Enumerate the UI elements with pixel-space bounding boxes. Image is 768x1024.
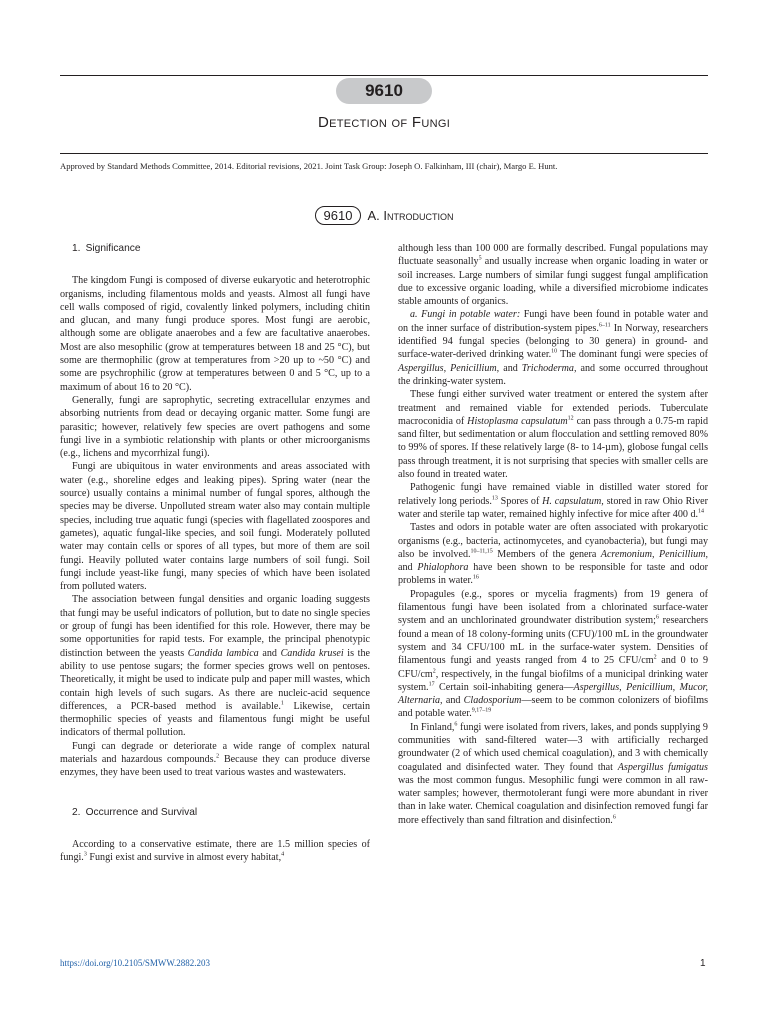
paragraph: The kingdom Fungi is composed of diverse eukaryotic and heterotrophic organisms, including filamentous molds and yeasts. Almost all fungi have cell walls composed of rigid, covalently linked polymers, including chitin and glucan, and many fungi produce spores. Most fungi are aerobic, although some are obligate anaerobes and a few are facultative anaerobes. Most are also mesophilic (grow at temperatures between 18 and 25 °C), but some are thermophilic (grow at temperatures from >20 up to ~50 °C) and some are psychrophilic (grow at temperatures between 0 and 5 °C, up to a maximum of about 16 to 20 °C). <box>60 275 370 393</box>
top-rule <box>60 75 708 76</box>
paragraph: Fungi are ubiquitous in water environments and areas associated with water (e.g., shoreline edges and leaking pipes). Spring water (near the source) usually contains a minimal number of fungal spores, although the species may be diverse. Unpolluted stream water also may contain multiple species, including true aquatic fungi (species with flagellated zoospores and gametes), aquatic fungal-like species, and soil fungi. Moderately polluted water may contain cells or spores of all types, but more of them are soil fungi. Heavily polluted water contains large numbers of soil fungi. Soil fungi include yeast-like fungi, many species of which have been isolated from polluted waters. <box>60 461 370 593</box>
paragraph: The association between fungal densities and organic loading suggests that fungi may be useful indicators of pollution, but to date no single species or group of fungi has been identified for this role. However, there may be some opportunities for rapid tests. For example, the principal phenotypic distinction between the yeasts Candida lambica and Candida krusei is the ability to use pentose sugars; the former species grows well on pentoses. Theoretically, it might be used to indicate pulp and paper mill wastes, which contain high levels of such sugars. As there are nucleic-acid sequence differences, a PCR-based method is available.$^1$ Likewise, certain thermophilic species of yeasts and filamentous fungi might be useful indicators of thermal pollution. <box>60 594 370 739</box>
citation: 9,17–19 <box>471 708 492 715</box>
citation: 3 <box>83 851 87 858</box>
heading-occurrence: 2. Occurrence and Survival <box>72 806 198 818</box>
paragraph: These fungi either survived water treatment or entered the system after treatment and remained viable for extended periods. Tuberculate macroconidia of Histoplasma capsulatum$^{12}$ can pass through a 0.75-m rapid sand filter, but sedimentation or alum flocculation and settling removed 80% to 99% of spores. If these relatively large (8- to 14-µm), globose fungal cells pass through treatment, it is not surprising that species with smaller cells are also found in treated water. <box>398 389 708 481</box>
section-title: A. Introduction <box>367 208 454 223</box>
paragraph: Generally, fungi are saprophytic, secreting extracellular enzymes and absorbing nutrients from dead or decaying organic matter. Some fungi are parasitic; however, relatively few species are overt pathogens and some fungi live in a symbiotic relationship with plants or other microorganisms (e.g., lichens and mycorrhizal fungi). <box>60 394 370 460</box>
method-number-badge: 9610 <box>336 78 432 104</box>
left-column <box>60 242 370 864</box>
subsection-lead: a. Fungi in potable water: <box>410 309 521 321</box>
citation: 13 <box>491 495 498 502</box>
paragraph: In Finland,$^6$ fungi were isolated from rivers, lakes, and ponds supplying 9 communities with sand-filtered water—3 with artificially recharged groundwater (2 of which used chemical coagulation), and 3 with chemically coagulated and disinfected water. They found that Aspergillus fumigatus was the most common fungus. Mesophilic fungi were common in all raw-water samples; however, thermotolerant fungi were more abundant in river than in lake water. Chemical coagulation and disinfection removed fungi far more effectively than sand filtration and disinfection.$^6$ <box>398 721 708 826</box>
citation: 12 <box>567 415 574 422</box>
paragraph: Tastes and odors in potable water are often associated with prokaryotic organisms (e.g., bacteria, actinomycetes, and cyanobacteria), but fungi may also be involved.$^{10-11,15}$ Members of the genera Acremonium, Penicillium, and Phialophora have been shown to be responsible for taste and odor problems in water.$^{16}$ <box>398 522 709 587</box>
paragraph: although less than 100 000 are formally described. Fungal populations may fluctuate seasonally$^5$ and usually increase when organic loading in water or soil increases. Large numbers of similar fungi suggest fungal amplification due to excessive organic loading, while a diversified microbiome indicates stable amounts of organics. <box>398 243 708 308</box>
title-rule <box>60 153 708 154</box>
section-heading <box>0 206 768 225</box>
citation: 6 <box>655 614 659 621</box>
doi-link[interactable]: https://doi.org/10.2105/SMWW.2882.203 <box>60 958 211 968</box>
citation: 2 <box>216 753 220 760</box>
paragraph: a. Fungi in potable water: Fungi have been found in potable water and on the inner surface of distribution-system pipes.$^{6-11}$ In Norway, researchers identified 94 fungal species (belonging to 30 genera) in ground- and surface-water-derived drinking water.$^{10}$ The dominant fungi were species of Aspergillus, Penicillium, and Trichoderma, and some occurred throughout the drinking-water system. <box>398 309 708 387</box>
paragraph: Propagules (e.g., spores or mycelia fragments) from 19 genera of filamentous fungi have been isolated from a chlorinated surface-water system and an unchlorinated groundwater distribution system;$^6$ researchers found a mean of 18 colony-forming units (CFU)/100 mL in the groundwater system and 34 CFU/100 mL in the surface-water system. Densities of filamentous fungi and yeasts ranged from 4 to 25 CFU/$cm^2$ and 0 to 9 CFU/$cm^2$, respectively, in the fungal biofilms of a municipal drinking water system.$^{17}$ Certain soil-inhabiting genera—Aspergillus, Penicillium, Mucor, Alternaria, and Cladosporium—seem to be common colonizers of biofilms and potable water.$^{9,17-19}$ <box>398 588 708 720</box>
citation: 14 <box>698 508 705 515</box>
paragraph: Fungi can degrade or deteriorate a wide range of complex natural materials and hazardous compounds.$^2$ Because they can produce diverse enzymes, they have been used to treat various wastes and wastewaters. <box>60 740 370 779</box>
citation: 16 <box>472 575 479 582</box>
citation: 10–11,15 <box>470 548 493 555</box>
citation: 1 <box>280 700 284 707</box>
citation: 5 <box>478 255 482 262</box>
citation: 6 <box>612 814 616 821</box>
right-column <box>398 242 708 827</box>
approval-note: Approved by Standard Methods Committee, 2014. Editorial revisions, 2021. Joint Task Group: Joseph O. Falkinham, III (chair), Margo E. Hunt. <box>60 161 558 171</box>
citation: 17 <box>428 681 435 688</box>
citation: 10 <box>551 349 558 356</box>
page-number: 1 <box>700 958 706 969</box>
citation: 6 <box>454 721 458 728</box>
citation: 4 <box>281 851 285 858</box>
paragraph: According to a conservative estimate, there are 1.5 million species of fungi.$^3$ Fungi exist and survive in almost every habitat,$^4$ <box>60 838 370 864</box>
citation: 6–11 <box>598 322 611 329</box>
paragraph: Pathogenic fungi have remained viable in distilled water stored for relatively long periods.$^{13}$ Spores of H. capsulatum, stored in raw Ohio River water and sterile tap water, remained highly infective for mice after 400 d.$^{14}$ <box>398 482 708 520</box>
document-title: Detection of Fungi <box>317 114 451 131</box>
section-number-badge: 9610 <box>315 206 362 225</box>
heading-significance: 1. Significance <box>72 243 141 254</box>
